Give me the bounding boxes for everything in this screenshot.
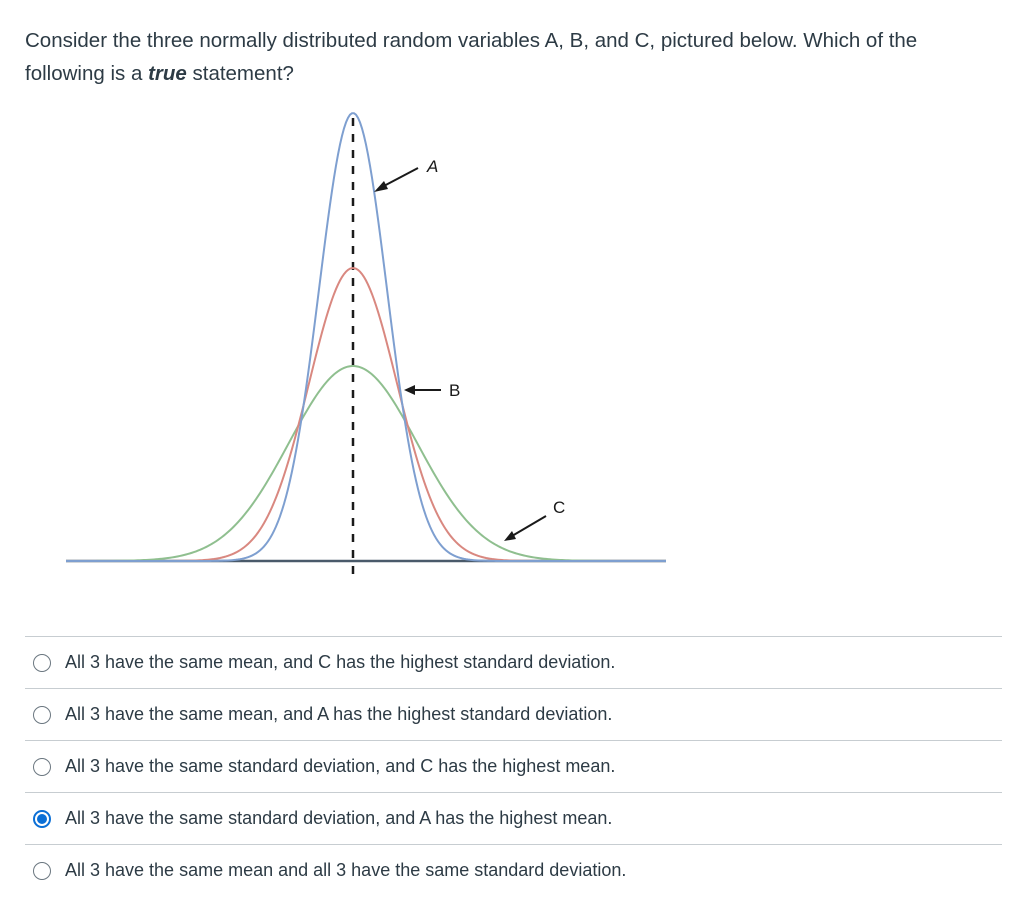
answer-option[interactable] xyxy=(25,688,1002,740)
label-c: C xyxy=(553,498,566,517)
answer-option[interactable] xyxy=(25,636,1002,688)
label-a-pointer xyxy=(374,157,438,192)
curve-c xyxy=(66,366,666,561)
label-b-pointer xyxy=(404,381,460,400)
question-emphasis: true xyxy=(148,62,187,85)
radio-button[interactable] xyxy=(33,706,51,724)
label-a: A xyxy=(427,157,439,176)
radio-button[interactable] xyxy=(33,758,51,776)
label-b: B xyxy=(449,381,461,400)
answer-list xyxy=(25,636,1002,896)
answer-option[interactable] xyxy=(25,792,1002,844)
label-c-pointer xyxy=(504,498,565,541)
answer-label: All 3 have the same standard deviation, and C has the highest mean. xyxy=(65,756,616,776)
answer-label: All 3 have the same mean, and A has the highest standard deviation. xyxy=(65,704,613,724)
radio-button[interactable] xyxy=(33,810,51,828)
radio-button[interactable] xyxy=(33,862,51,880)
answer-label: All 3 have the same standard deviation, and A has the highest mean. xyxy=(65,808,613,828)
radio-button[interactable] xyxy=(33,654,51,672)
curve-b xyxy=(66,268,666,561)
answer-label: All 3 have the same mean, and C has the highest standard deviation. xyxy=(65,652,616,672)
curve-a xyxy=(66,113,666,561)
question-text-after: statement? xyxy=(186,62,294,85)
answer-option[interactable] xyxy=(25,740,1002,792)
answer-label: All 3 have the same mean and all 3 have the same standard deviation. xyxy=(65,860,627,880)
question-text-before: Consider the three normally distributed random variables A, B, and C, pictured below. Which of the following is a xyxy=(25,29,918,85)
answer-option[interactable] xyxy=(25,844,1002,896)
